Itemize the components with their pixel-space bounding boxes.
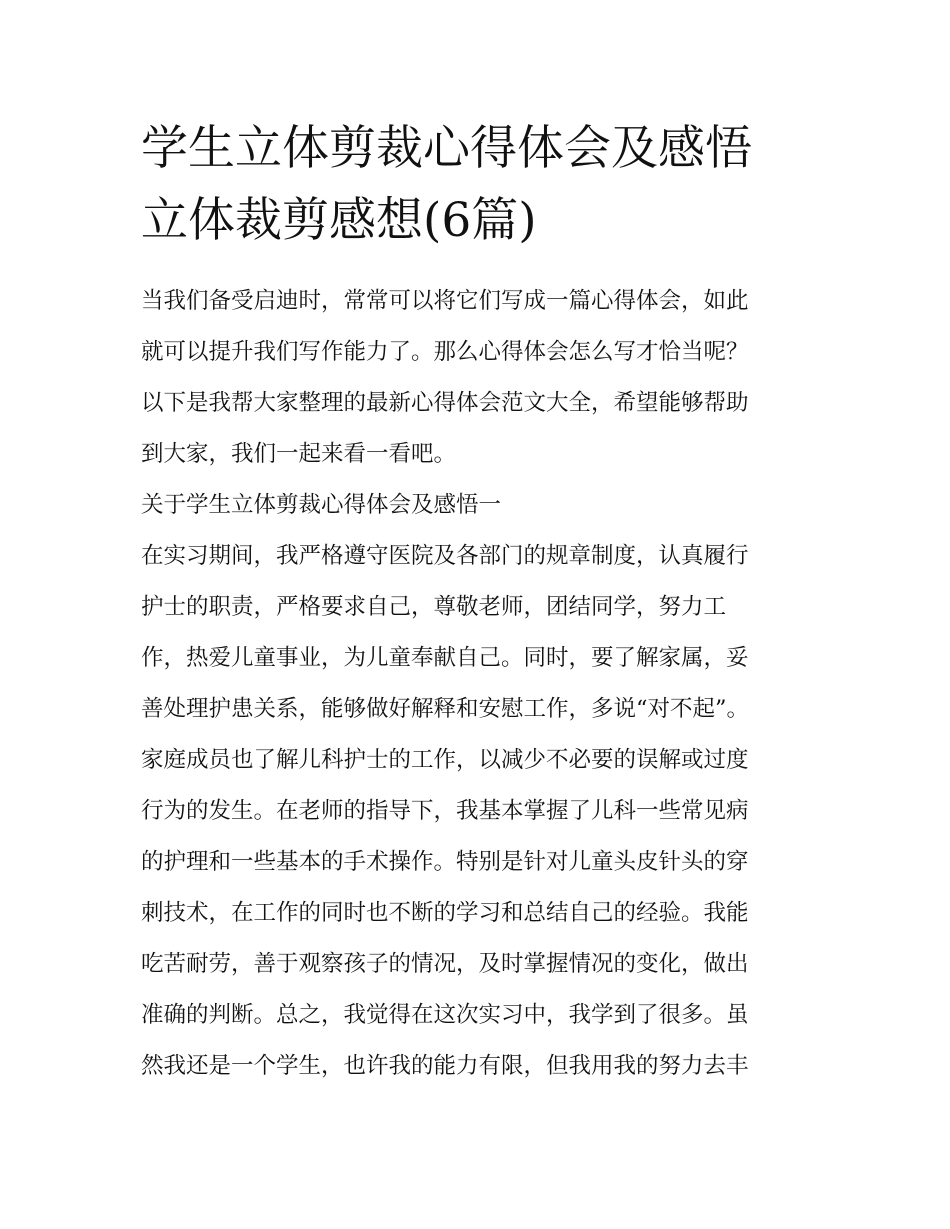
intro-line: 到大家，我们一起来看一看吧。 bbox=[141, 441, 457, 467]
section-line: 的护理和一些基本的手术操作。特别是针对儿童头皮针头的穿 bbox=[141, 849, 749, 875]
document-body bbox=[141, 276, 821, 1092]
section-line: 家庭成员也了解儿科护士的工作，以减少不必要的误解或过度 bbox=[141, 747, 749, 773]
section-line: 刺技术，在工作的同时也不断的学习和总结自己的经验。我能 bbox=[141, 900, 749, 926]
section-line: 行为的发生。在老师的指导下，我基本掌握了儿科一些常见病 bbox=[141, 798, 749, 824]
section-heading: 关于学生立体剪裁心得体会及感悟一 bbox=[141, 492, 502, 518]
section-line: 然我还是一个学生，也许我的能力有限，但我用我的努力去丰 bbox=[141, 1053, 749, 1079]
section-line: 准确的判断。总之，我觉得在这次实习中，我学到了很多。虽 bbox=[141, 1002, 749, 1028]
intro-line: 就可以提升我们写作能力了。那么心得体会怎么写才恰当呢？ bbox=[141, 339, 749, 365]
section-line: 吃苦耐劳，善于观察孩子的情况，及时掌握情况的变化，做出 bbox=[141, 951, 749, 977]
title-line: 学生立体剪裁心得体会及感悟 bbox=[141, 121, 752, 176]
section-line: 在实习期间，我严格遵守医院及各部门的规章制度，认真履行 bbox=[141, 543, 749, 569]
section-line: 善处理护患关系，能够做好解释和安慰工作，多说“对不起”。 bbox=[141, 696, 750, 722]
document-title bbox=[141, 113, 821, 257]
intro-line: 当我们备受启迪时，常常可以将它们写成一篇心得体会，如此 bbox=[141, 288, 749, 314]
intro-line: 以下是我帮大家整理的最新心得体会范文大全，希望能够帮助 bbox=[141, 390, 749, 416]
section-line: 护士的职责，严格要求自己，尊敬老师，团结同学，努力工 bbox=[141, 594, 727, 620]
title-line: 立体裁剪感想(6篇) bbox=[141, 193, 537, 248]
section-line: 作，热爱儿童事业，为儿童奉献自己。同时，要了解家属，妥 bbox=[141, 645, 749, 671]
